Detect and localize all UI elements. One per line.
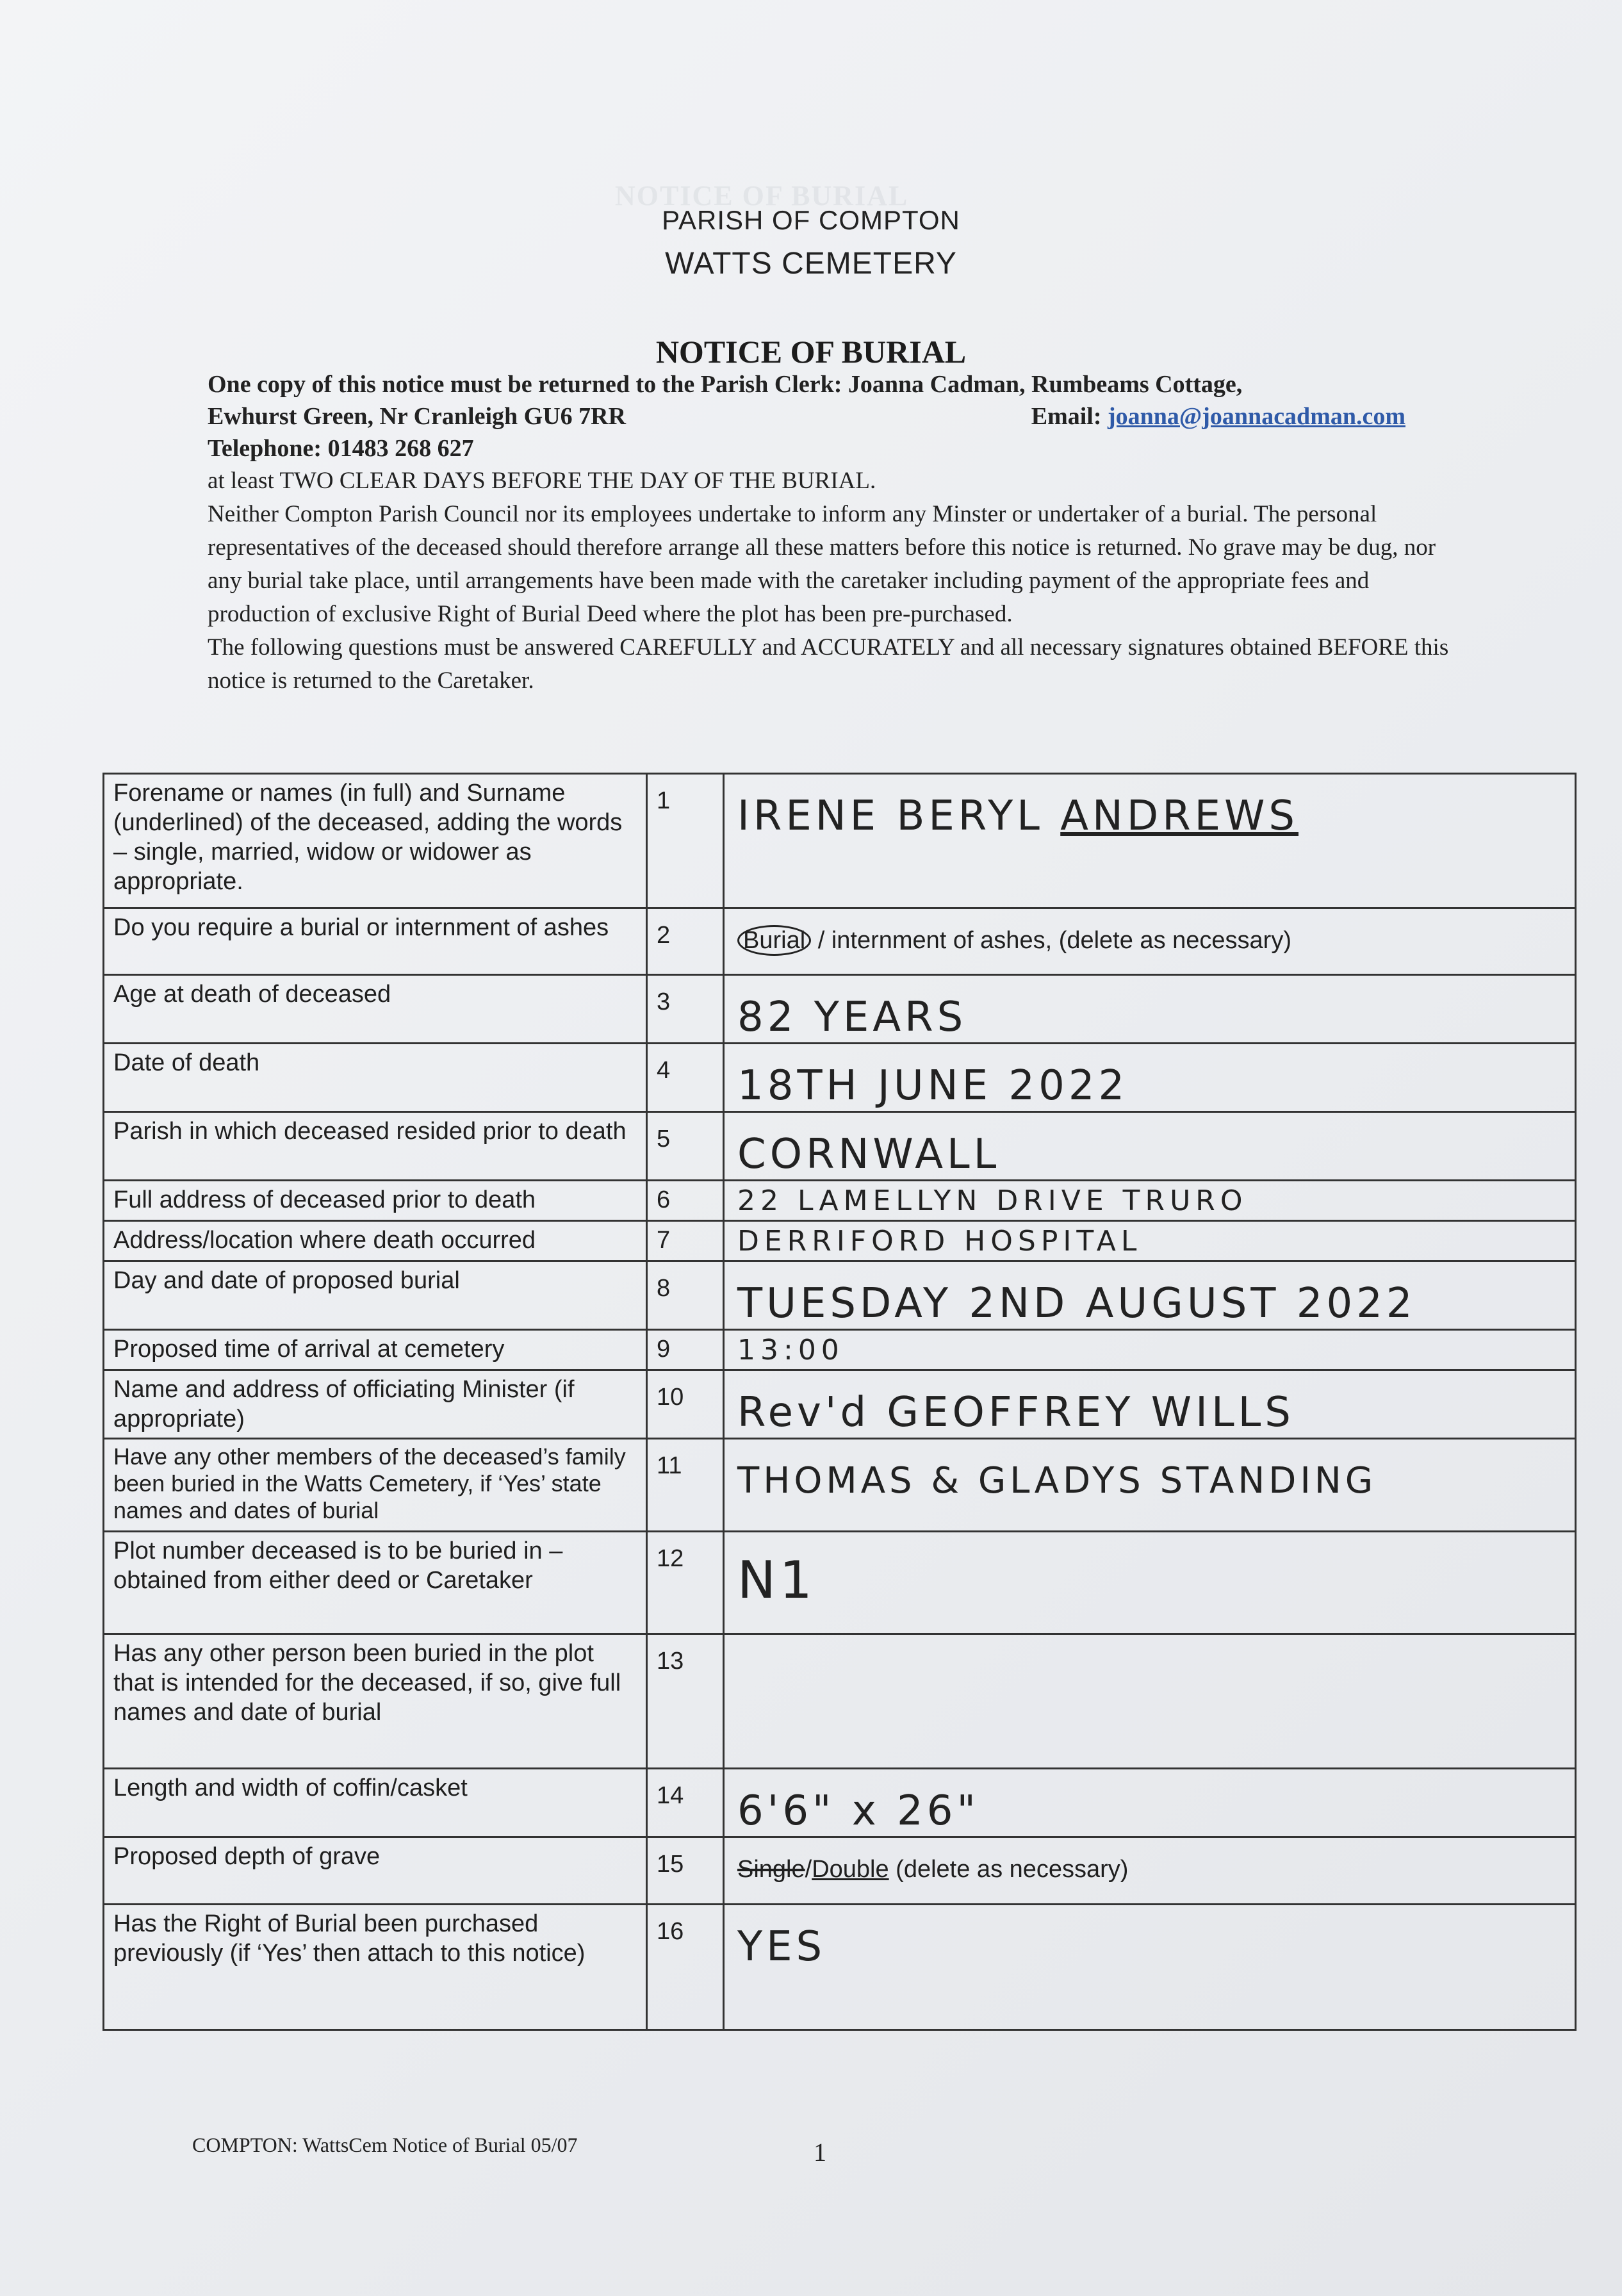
answer-right-of-burial[interactable]: YES: [724, 1905, 1576, 2030]
question-cell: Forename or names (in full) and Surname (underlined) of the deceased, adding the words – single, married, widow or widower as appropriate.: [104, 774, 647, 908]
question-cell: Plot number deceased is to be buried in – obtained from either deed or Caretaker: [104, 1532, 647, 1634]
question-cell: Day and date of proposed burial: [104, 1261, 647, 1330]
option-separator: /: [805, 1856, 812, 1883]
table-row: [104, 1837, 1576, 1905]
answer-arrival-time[interactable]: 13:00: [724, 1330, 1576, 1370]
clerk-address: Ewhurst Green, Nr Cranleigh GU6 7RR: [208, 403, 627, 430]
answer-parish[interactable]: CORNWALL: [724, 1112, 1576, 1181]
table-row: [104, 1439, 1576, 1532]
question-cell: Has any other person been buried in the plot that is intended for the deceased, if so, give full names and date of burial: [104, 1634, 647, 1769]
table-row: [104, 1221, 1576, 1261]
answer-forenames: IRENE BERYL: [737, 792, 1044, 840]
table-row: [104, 1181, 1576, 1221]
document-title: NOTICE OF BURIAL: [655, 334, 967, 370]
answer-surname: ANDREWS: [1060, 792, 1298, 840]
question-cell: Age at death of deceased: [104, 975, 647, 1044]
question-number: 1: [647, 774, 724, 908]
answer-option-text: / internment of ashes, (delete as necessary): [811, 927, 1291, 954]
question-cell: Address/location where death occurred: [104, 1221, 647, 1261]
email-block: [1031, 400, 1470, 432]
question-cell: Name and address of officiating Minister (if appropriate): [104, 1370, 647, 1439]
table-row: [104, 908, 1576, 975]
answer-previous-burials[interactable]: [724, 1634, 1576, 1769]
question-number: 13: [647, 1634, 724, 1769]
question-cell: Do you require a burial or internment of ashes: [104, 908, 647, 975]
answer-death-location[interactable]: DERRIFORD HOSPITAL: [724, 1221, 1576, 1261]
page-number: 1: [814, 2138, 826, 2167]
table-row: [104, 975, 1576, 1044]
table-row: [104, 1330, 1576, 1370]
answer-coffin-size[interactable]: 6'6" x 26": [724, 1769, 1576, 1837]
answer-deceased-name[interactable]: [724, 774, 1576, 908]
question-number: 11: [647, 1439, 724, 1532]
question-cell: Proposed time of arrival at cemetery: [104, 1330, 647, 1370]
answer-plot-number[interactable]: N1: [724, 1532, 1576, 1634]
return-instructions: One copy of this notice must be returned to the Parish Clerk: Joanna Cadman, Rumbeams Cottage,: [208, 371, 1243, 398]
question-number: 9: [647, 1330, 724, 1370]
table-row: [104, 1261, 1576, 1330]
question-cell: Proposed depth of grave: [104, 1837, 647, 1905]
disclaimer-text: Neither Compton Parish Council nor its employees undertake to inform any Minster or undertaker of a burial. The personal representatives of the deceased should therefore arrange all these matters before this notice is returned. No grave may be dug, nor any burial take place, until arrangements have been made with the caretaker including payment of the appropriate fees and production of exclusive Right of Burial Deed where the plot has been pre-purchased.: [208, 501, 1436, 627]
question-number: 14: [647, 1769, 724, 1837]
question-cell: Has the Right of Burial been purchased previously (if ‘Yes’ then attach to this notice): [104, 1905, 647, 2030]
question-number: 4: [647, 1044, 724, 1112]
question-number: 2: [647, 908, 724, 975]
question-number: 5: [647, 1112, 724, 1181]
question-number: 3: [647, 975, 724, 1044]
table-row: [104, 1370, 1576, 1439]
circled-option: Burial: [737, 925, 811, 956]
answer-address[interactable]: 22 LAMELLYN DRIVE TRURO: [724, 1181, 1576, 1221]
email-link[interactable]: joanna@joannacadman.com: [1108, 403, 1405, 430]
struck-option: Single: [737, 1856, 805, 1883]
table-row: [104, 1769, 1576, 1837]
show-through-text: NOTICE OF BURIAL: [615, 180, 909, 211]
question-cell: Date of death: [104, 1044, 647, 1112]
parish-name: PARISH OF COMPTON: [662, 205, 960, 235]
accuracy-text: The following questions must be answered CAREFULLY and ACCURATELY and all necessary signatures obtained BEFORE this notice is returned to the Caretaker.: [208, 634, 1449, 694]
answer-age[interactable]: 82 YEARS: [724, 975, 1576, 1044]
question-number: 10: [647, 1370, 724, 1439]
table-row: [104, 1532, 1576, 1634]
question-number: 15: [647, 1837, 724, 1905]
answer-grave-depth[interactable]: [724, 1837, 1576, 1905]
question-number: 7: [647, 1221, 724, 1261]
question-number: 8: [647, 1261, 724, 1330]
question-cell: Full address of deceased prior to death: [104, 1181, 647, 1221]
question-cell: Length and width of coffin/casket: [104, 1769, 647, 1837]
table-row: [104, 774, 1576, 908]
table-row: [104, 1044, 1576, 1112]
table-row: [104, 1905, 1576, 2030]
kept-option: Double: [812, 1856, 889, 1883]
question-cell: Parish in which deceased resided prior to death: [104, 1112, 647, 1181]
answer-minister[interactable]: Rev'd GEOFFREY WILLS: [724, 1370, 1576, 1439]
answer-option-text: (delete as necessary): [889, 1856, 1129, 1883]
burial-form-table: [102, 773, 1577, 2031]
table-row: [104, 1112, 1576, 1181]
instructions: [208, 368, 1470, 698]
question-number: 6: [647, 1181, 724, 1221]
telephone: Telephone: 01483 268 627: [208, 435, 474, 462]
answer-date-of-death[interactable]: 18TH JUNE 2022: [724, 1044, 1576, 1112]
answer-burial-type[interactable]: [724, 908, 1576, 975]
answer-family-burials[interactable]: THOMAS & GLADYS STANDING: [724, 1439, 1576, 1532]
deadline-text: at least TWO CLEAR DAYS BEFORE THE DAY OF THE BURIAL.: [208, 468, 876, 494]
footer-reference: COMPTON: WattsCem Notice of Burial 05/07: [192, 2133, 578, 2156]
question-number: 16: [647, 1905, 724, 2030]
question-number: 12: [647, 1532, 724, 1634]
email-label: Email:: [1031, 403, 1102, 430]
answer-burial-date[interactable]: TUESDAY 2ND AUGUST 2022: [724, 1261, 1576, 1330]
address-email-row: [208, 400, 1470, 432]
question-cell: Have any other members of the deceased’s family been buried in the Watts Cemetery, if ‘Yes’ state names and dates of burial: [104, 1439, 647, 1532]
table-row: [104, 1634, 1576, 1769]
cemetery-name: WATTS CEMETERY: [665, 247, 957, 281]
